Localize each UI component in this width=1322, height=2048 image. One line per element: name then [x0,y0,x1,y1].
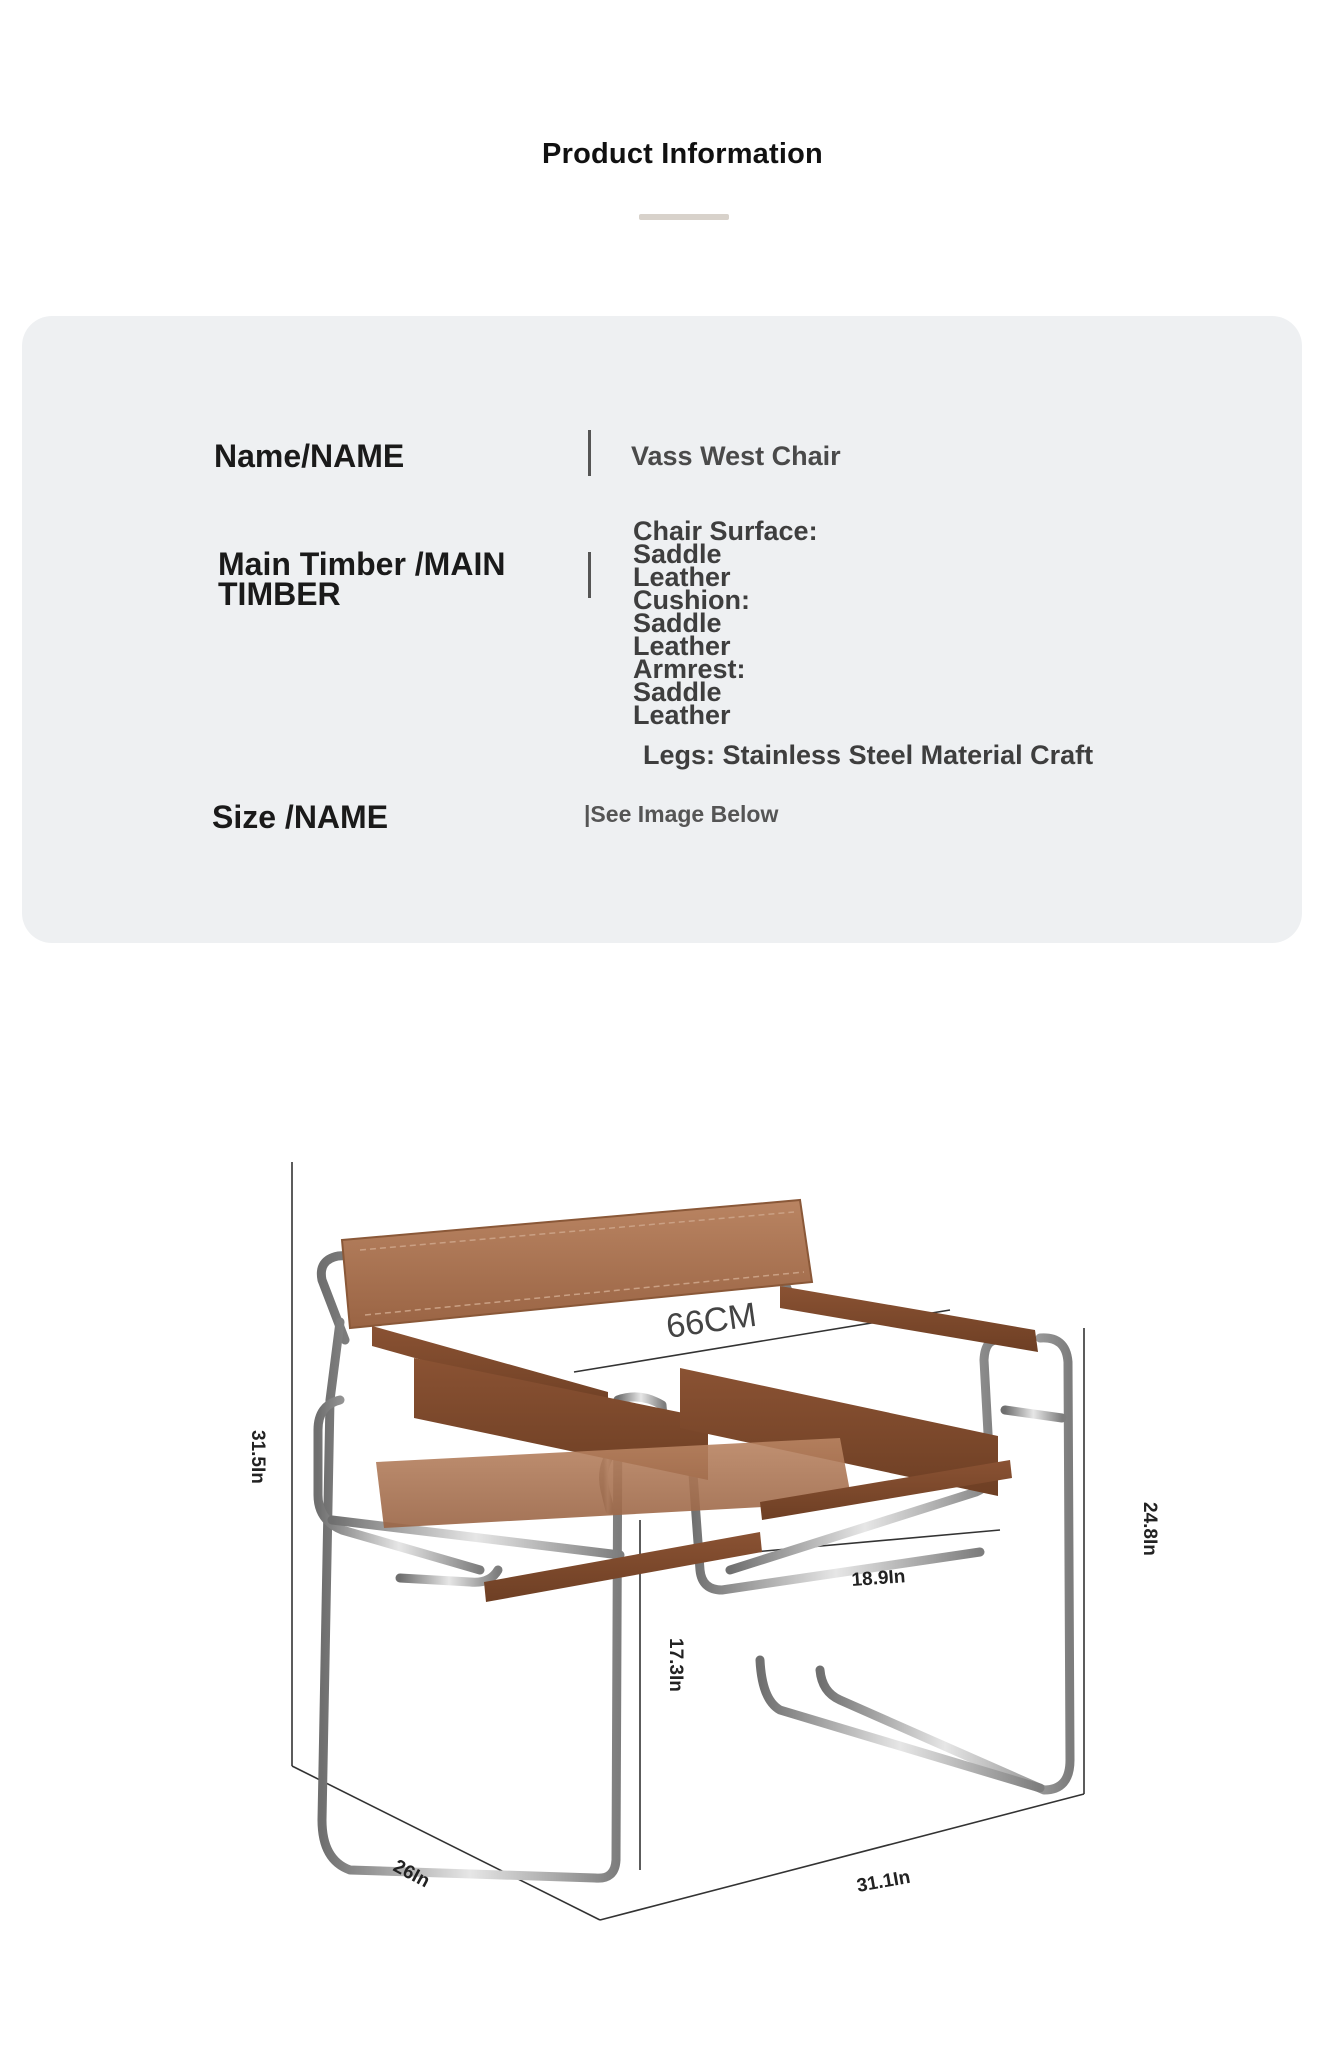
seat-depth-dimension: 18.9In [850,1566,907,1591]
timber-divider [588,552,591,598]
materials-item: Leather [633,562,731,592]
seat-height-dimension: 17.3In [665,1638,686,1692]
timber-label-line2: TIMBER [218,576,341,612]
legs-material: Legs: Stainless Steel Material Craft [643,740,1094,770]
right-armrest-leather [780,1286,1038,1352]
materials-list [633,516,818,730]
materials-item: Saddle [633,608,722,638]
materials-item: Leather [633,700,731,730]
seat-width-dimension: 66CM [663,1295,759,1346]
title-underline [639,214,729,220]
materials-item: Armrest: [633,654,746,684]
name-divider [588,430,591,476]
materials-item: Leather [633,631,731,661]
chair-dimension-illustration [0,1100,1322,2000]
timber-label-line1: Main Timber /MAIN [218,546,506,582]
materials-item: Chair Surface: [633,516,818,546]
name-value: Vass West Chair [631,441,841,471]
arm-height-dimension: 24.8In [1139,1502,1160,1556]
materials-item: Cushion: [633,585,750,615]
size-label: Size /NAME [212,799,389,835]
page-title: Product Information [542,138,823,170]
materials-item: Saddle [633,677,722,707]
height-dimension: 31.5In [247,1430,268,1484]
width-dimension: 31.1In [855,1866,912,1897]
size-value: |See Image Below [584,801,779,827]
depth-dimension: 26In [389,1855,434,1893]
materials-item: Saddle [633,539,722,569]
name-label: Name/NAME [214,438,405,474]
